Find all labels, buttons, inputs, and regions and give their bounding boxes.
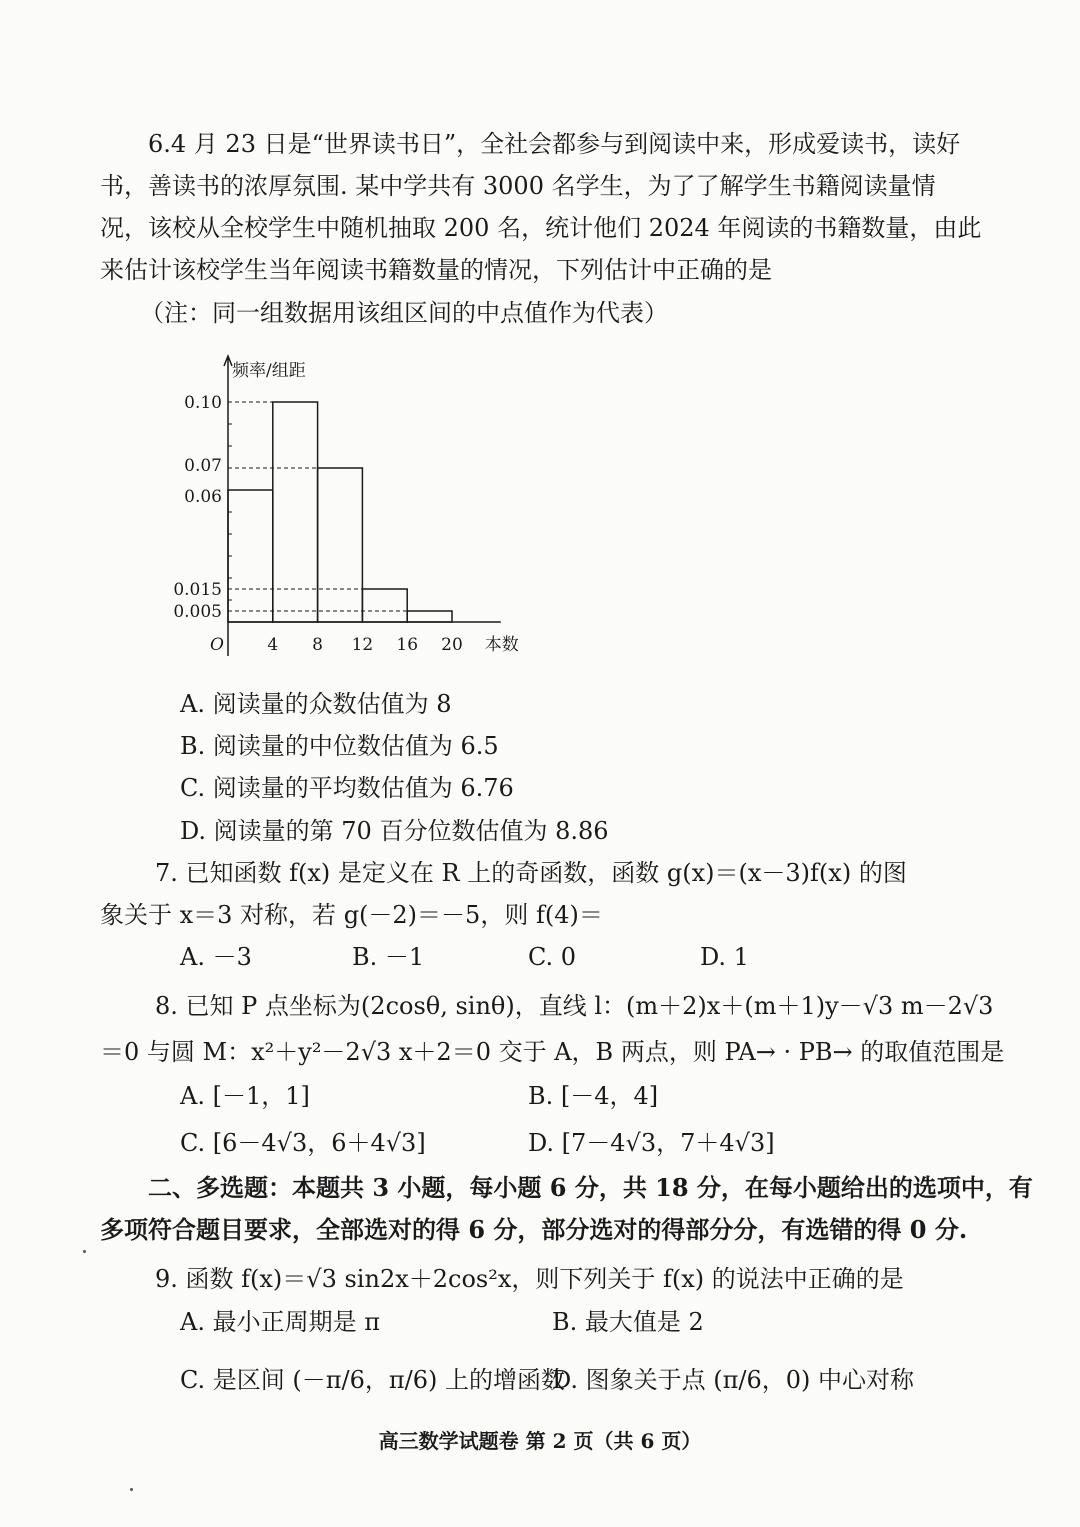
q6-option-b: B. 阅读量的中位数估值为 6.5 — [180, 732, 499, 760]
q9-option-a: A. 最小正周期是 π — [180, 1308, 380, 1336]
y-tick-label: 0.07 — [184, 456, 222, 476]
y-tick-label: 0.005 — [173, 602, 222, 622]
q8-option-d: D. [7－4√3，7＋4√3] — [528, 1129, 775, 1157]
q6-stem-line-3: 况，该校从全校学生中随机抽取 200 名，统计他们 2024 年阅读的书籍数量，由此 — [100, 214, 982, 242]
q7-option-c: C. 0 — [528, 943, 577, 971]
q7-stem-line-2: 象关于 x＝3 对称，若 g(－2)＝－5，则 f(4)＝ — [100, 901, 603, 929]
histogram-chart — [160, 350, 520, 670]
x-tick-label: 12 — [351, 635, 374, 655]
q6-stem-line-2: 书，善读书的浓厚氛围. 某中学共有 3000 名学生，为了了解学生书籍阅读量情 — [100, 172, 936, 200]
q8-option-c: C. [6－4√3，6＋4√3] — [180, 1129, 426, 1157]
q7-option-a: A. －3 — [180, 943, 252, 971]
y-axis-label: 频率/组距 — [232, 361, 306, 381]
histogram-bar — [362, 589, 407, 622]
q6-option-c: C. 阅读量的平均数估值为 6.76 — [180, 774, 514, 802]
histogram-bar — [318, 468, 363, 622]
origin-label: O — [210, 635, 224, 655]
q6-option-d: D. 阅读量的第 70 百分位数估值为 8.86 — [180, 817, 609, 845]
scan-speck — [130, 1488, 133, 1491]
q6-option-a: A. 阅读量的众数估值为 8 — [180, 690, 452, 718]
x-tick-label: 20 — [441, 635, 463, 655]
q8-stem-line-1: 8. 已知 P 点坐标为(2cosθ, sinθ)，直线 l：(m＋2)x＋(m＋1)y－√3 m－2√3 — [155, 992, 994, 1020]
x-tick-label: 16 — [396, 635, 419, 655]
section2-header-line-1: 二、多选题：本题共 3 小题，每小题 6 分，共 18 分，在每小题给出的选项中，有 — [148, 1173, 1033, 1202]
q7-option-d: D. 1 — [700, 943, 749, 971]
page-footer: 高三数学试题卷 第 2 页（共 6 页） — [378, 1429, 702, 1453]
x-tick-label: 8 — [312, 635, 324, 655]
q9-option-d: D. 图象关于点 (π/6，0) 中心对称 — [552, 1366, 915, 1394]
q6-note: （注：同一组数据用该组区间的中点值作为代表） — [140, 299, 668, 327]
y-tick-label: 0.015 — [173, 580, 222, 600]
x-axis-label: 本数 — [484, 635, 519, 655]
q9-option-b: B. 最大值是 2 — [552, 1308, 704, 1336]
q6-stem-line-4: 来估计该校学生当年阅读书籍数量的情况，下列估计中正确的是 — [100, 256, 772, 284]
q8-option-a: A. [－1，1] — [180, 1082, 310, 1110]
q8-stem-line-2: ＝0 与圆 M：x²＋y²－2√3 x＋2＝0 交于 A，B 两点，则 PA→ · PB→ 的取值范围是 — [100, 1038, 1005, 1066]
histogram-bar — [407, 611, 452, 622]
q8-option-b: B. [－4，4] — [528, 1082, 659, 1110]
x-tick-label: 4 — [267, 635, 279, 655]
section2-header-line-2: 多项符合题目要求，全部选对的得 6 分，部分选对的得部分分，有选错的得 0 分. — [100, 1215, 968, 1244]
y-tick-label: 0.06 — [184, 487, 222, 507]
q9-option-c: C. 是区间 (－π/6，π/6) 上的增函数 — [180, 1366, 566, 1394]
q7-stem-line-1: 7. 已知函数 f(x) 是定义在 R 上的奇函数，函数 g(x)＝(x－3)f(x) 的图 — [155, 859, 907, 887]
q9-stem: 9. 函数 f(x)＝√3 sin2x＋2cos²x，则下列关于 f(x) 的说法中正确的是 — [155, 1265, 904, 1293]
q6-stem-line-1: 6.4 月 23 日是“世界读书日”，全社会都参与到阅读中来，形成爱读书，读好 — [148, 130, 961, 158]
scan-speck — [83, 1250, 86, 1253]
q7-option-b: B. －1 — [352, 943, 425, 971]
y-tick-label: 0.10 — [184, 393, 222, 413]
histogram-bar — [228, 490, 273, 622]
